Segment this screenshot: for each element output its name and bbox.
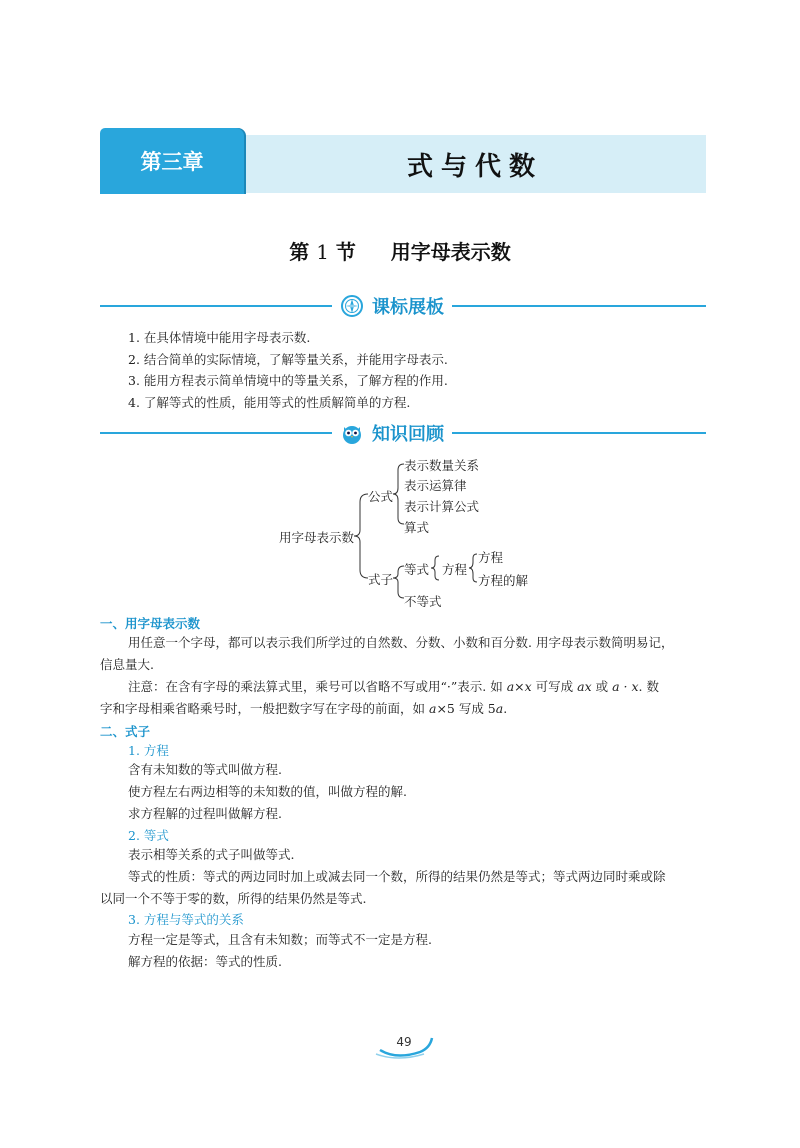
math-run: a — [495, 701, 504, 716]
tree-leaf: 方程的解 — [478, 573, 529, 588]
list-item: 3. 能用方程表示简单情境中的等量关系，了解方程的作用. — [128, 373, 448, 388]
standards-banner — [332, 292, 452, 320]
part1-para1-line1: 用任意一个字母，都可以表示我们所学过的自然数、分数、小数和百分数. 用字母表示数简明易记， — [128, 635, 674, 650]
section-suffix: 节 — [335, 240, 356, 264]
tree-leaf: 表示计算公式 — [404, 499, 480, 514]
tree-inequality: 不等式 — [404, 594, 442, 609]
list-item: 1. 在具体情境中能用字母表示数. — [128, 330, 311, 345]
tree-root: 用字母表示数 — [279, 530, 355, 545]
chapter-label: 第三章 — [100, 128, 244, 194]
tree-expression: 式子 — [368, 572, 394, 587]
text-run: . — [503, 701, 508, 716]
tree-leaf: 方程 — [478, 550, 504, 565]
text-run: . 数 — [638, 679, 659, 694]
math-run: ax — [577, 679, 592, 694]
tree-equation: 方程 — [442, 562, 468, 577]
review-banner — [332, 419, 452, 447]
standards-banner-label: 课标展板 — [372, 297, 444, 318]
math-run: a — [428, 701, 437, 716]
part2-sub2-line2: 等式的性质：等式的两边同时加上或减去同一个数，所得的结果仍然是等式；等式两边同时乘或除 — [128, 869, 666, 884]
part2-sub2: 2. 等式 — [128, 828, 169, 843]
part2-sub2-line3: 以同一个不等于零的数，所得的结果仍然是等式. — [100, 891, 367, 906]
tree-leaf: 表示运算律 — [404, 478, 467, 493]
text-run: 字和字母相乘省略乘号时，一般把数字写在字母的前面，如 — [100, 701, 429, 716]
math-run: a · x — [612, 679, 639, 694]
part1-para1-line2: 信息量大. — [100, 657, 154, 672]
list-item: 4. 了解等式的性质，能用等式的性质解简单的方程. — [128, 394, 411, 410]
part2-sub1-line: 含有未知数的等式叫做方程. — [128, 762, 282, 777]
text-run: ×5 写成 5 — [436, 701, 496, 716]
part1-para2-line1 — [128, 676, 659, 698]
owl-icon — [340, 421, 364, 445]
tree-leaf: 算式 — [404, 520, 430, 535]
tree-leaf: 表示数量关系 — [404, 458, 480, 473]
text-run: 或 — [591, 679, 613, 694]
part2-sub1-line: 求方程解的过程叫做解方程. — [128, 806, 282, 821]
section-title — [0, 236, 800, 265]
compass-icon — [340, 294, 364, 318]
standards-list — [128, 327, 448, 413]
section-prefix: 第 — [289, 240, 310, 264]
part2-heading: 二、式子 — [100, 724, 151, 739]
part2-sub3-line: 解方程的依据：等式的性质. — [128, 954, 282, 969]
part2-sub1-line: 使方程左右两边相等的未知数的值，叫做方程的解. — [128, 784, 407, 799]
page-number: 49 — [396, 1035, 412, 1049]
part1-para2-line2 — [100, 698, 507, 720]
chapter-title: 式与代数 — [406, 151, 543, 182]
math-run: a×x — [506, 679, 532, 694]
section-number: 1 — [316, 240, 329, 264]
review-banner-label: 知识回顾 — [372, 424, 444, 445]
text-run: 注意：在含有字母的乘法算式里，乘号可以省略不写或用“·”表示. 如 — [128, 679, 507, 694]
part2-sub3: 3. 方程与等式的关系 — [128, 912, 244, 927]
part2-sub1: 1. 方程 — [128, 743, 169, 758]
tree-formula: 公式 — [368, 489, 394, 504]
part1-heading: 一、用字母表示数 — [100, 616, 201, 631]
part2-sub2-line1: 表示相等关系的式子叫做等式. — [128, 847, 295, 862]
text-run: 可写成 — [531, 679, 578, 694]
part2-sub3-line: 方程一定是等式，且含有未知数；而等式不一定是方程. — [128, 932, 432, 947]
section-name: 用字母表示数 — [390, 240, 511, 264]
tree-equality: 等式 — [404, 562, 430, 577]
list-item: 2. 结合简单的实际情境，了解等量关系，并能用字母表示. — [128, 351, 448, 367]
